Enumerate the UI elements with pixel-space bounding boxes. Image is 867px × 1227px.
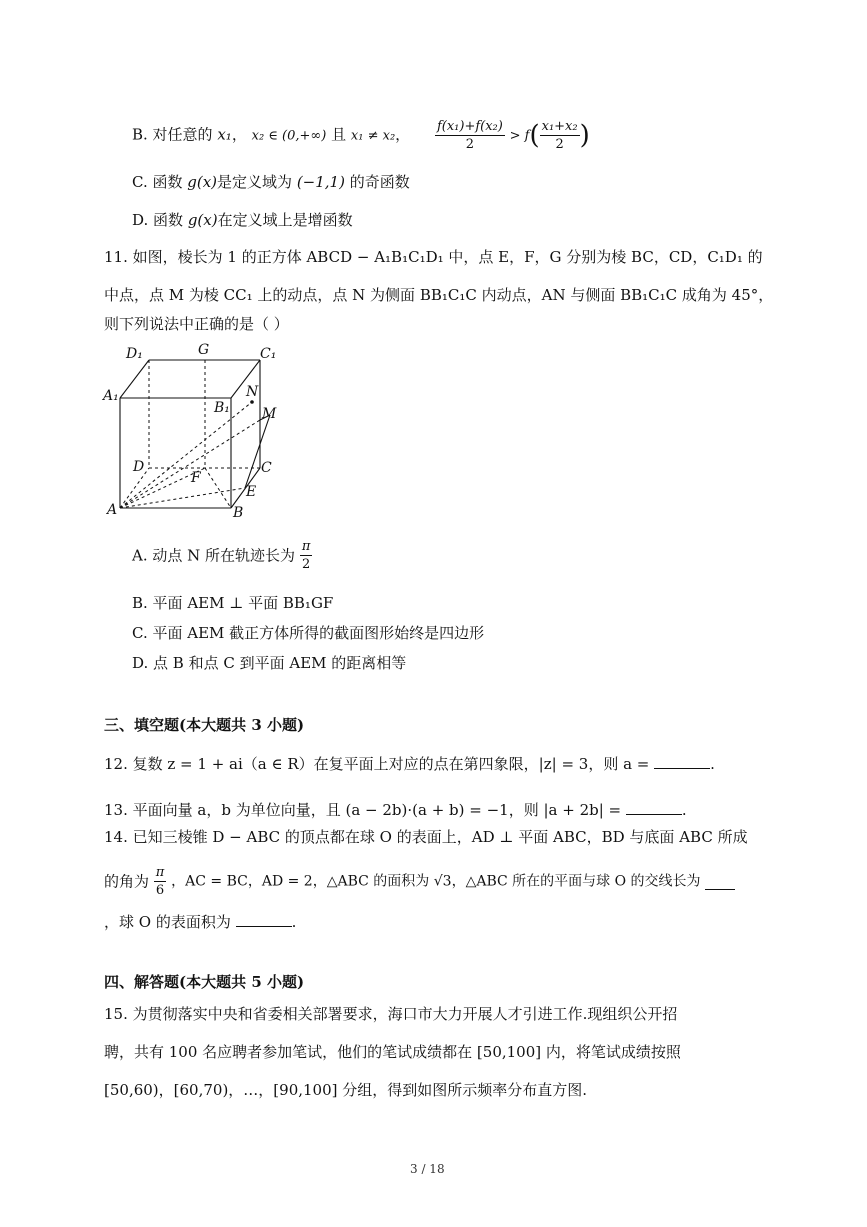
label-b: B (233, 505, 244, 521)
q14-answer-blank-1[interactable] (705, 873, 735, 890)
q15-line-3: [50,60)，[60,70)，…，[90,100] 分组，得到如图所示频率分布直方图. (104, 1081, 588, 1099)
label-c: C (261, 460, 272, 476)
q14-line-2: 的角为 $\frac{\pi}{6}$ ，AC = BC，AD = 2，△ABC 的面积为 √3，△ABC 所在的平面与球 O 的交线长为 (104, 864, 735, 908)
label-c1: C₁ (260, 346, 277, 362)
label-n: N (246, 384, 259, 400)
label-b1: B₁ (214, 400, 230, 416)
q14-line-3: ，球 O 的表面积为 . (104, 910, 296, 933)
label-a1: A₁ (103, 388, 119, 404)
q13-answer-blank[interactable] (626, 798, 682, 815)
q10-option-c: C. 函数 g(x)是定义域为 (−1,1) 的奇函数 (132, 173, 410, 191)
q11-option-c: C. 平面 AEM 截正方体所得的截面图形始终是四边形 (132, 624, 485, 642)
label-a: A (107, 502, 118, 518)
section-4-heading: 四、解答题(本大题共 5 小题) (104, 973, 305, 991)
q12-answer-blank[interactable] (654, 752, 710, 769)
q11-option-a: A. 动点 N 所在轨迹长为 $\frac{\pi}{2}$ (132, 539, 311, 572)
label-e: E (246, 484, 257, 500)
q12: 12. 复数 z = 1 + ai（a ∈ R）在复平面上对应的点在第四象限，|z| = 3，则 a = . (104, 752, 715, 775)
mean-fraction: $\frac{\text{x₁+x₂}}{2}$ (541, 119, 578, 152)
q14-line-1: 14. 已知三棱锥 D − ABC 的顶点都在球 O 的表面上，AD ⊥ 平面 ABC，BD 与底面 ABC 所成 (104, 828, 748, 846)
label-d1: D₁ (126, 346, 143, 362)
q10-option-d: D. 函数 g(x)在定义域上是增函数 (132, 211, 353, 229)
ineq-fraction: $\frac{\text{f(x₁)+f(x₂)}}{2}$ (436, 119, 503, 152)
q11-line-2: 中点，点 M 为棱 CC₁ 上的动点，点 N 为侧面 BB₁C₁C 内动点，AN 与侧面 BB₁C₁C 成角为 45°， (104, 286, 774, 304)
q11-option-d: D. 点 B 和点 C 到平面 AEM 的距离相等 (132, 654, 407, 672)
q14-answer-blank-2[interactable] (236, 910, 292, 927)
label-d: D (133, 459, 145, 475)
section-3-heading: 三、填空题(本大题共 3 小题) (104, 716, 305, 734)
q15-line-2: 聘，共有 100 名应聘者参加笔试，他们的笔试成绩都在 [50,100] 内，将笔试成绩按照 (104, 1043, 681, 1061)
label-g: G (198, 342, 210, 358)
q11-line-3: 则下列说法中正确的是（ ） (104, 315, 289, 333)
pi-over-6: $\frac{\pi}{6}$ (155, 865, 165, 898)
q11-option-b: B. 平面 AEM ⊥ 平面 BB₁GF (132, 594, 334, 612)
cube-diagram (100, 340, 290, 520)
q15-line-1: 15. 为贯彻落实中央和省委相关部署要求，海口市大力开展人才引进工作.现组织公开招 (104, 1005, 678, 1023)
q13: 13. 平面向量 a，b 为单位向量，且 (a − 2b)·(a + b) = −1，则 |a + 2b| = . (104, 798, 687, 821)
cube-figure (100, 340, 290, 520)
label-f: F (191, 470, 201, 486)
q10-option-b: B. 对任意的 x₁， x₂ ∈ (0,+∞) 且 x₁ ≠ x₂， $\frac{\text{f(x₁)+f(x₂)}}{2}$ > f( $\frac{\text{x₁+x₂}}{2}$ ) (132, 119, 590, 152)
q11-line-1: 11. 如图，棱长为 1 的正方体 ABCD − A₁B₁C₁D₁ 中，点 E，F，G 分别为棱 BC，CD，C₁D₁ 的 (104, 248, 763, 266)
label-m: M (262, 406, 277, 422)
pi-over-2: $\frac{\pi}{2}$ (301, 539, 311, 572)
page-number: 3 / 18 (410, 1162, 445, 1176)
